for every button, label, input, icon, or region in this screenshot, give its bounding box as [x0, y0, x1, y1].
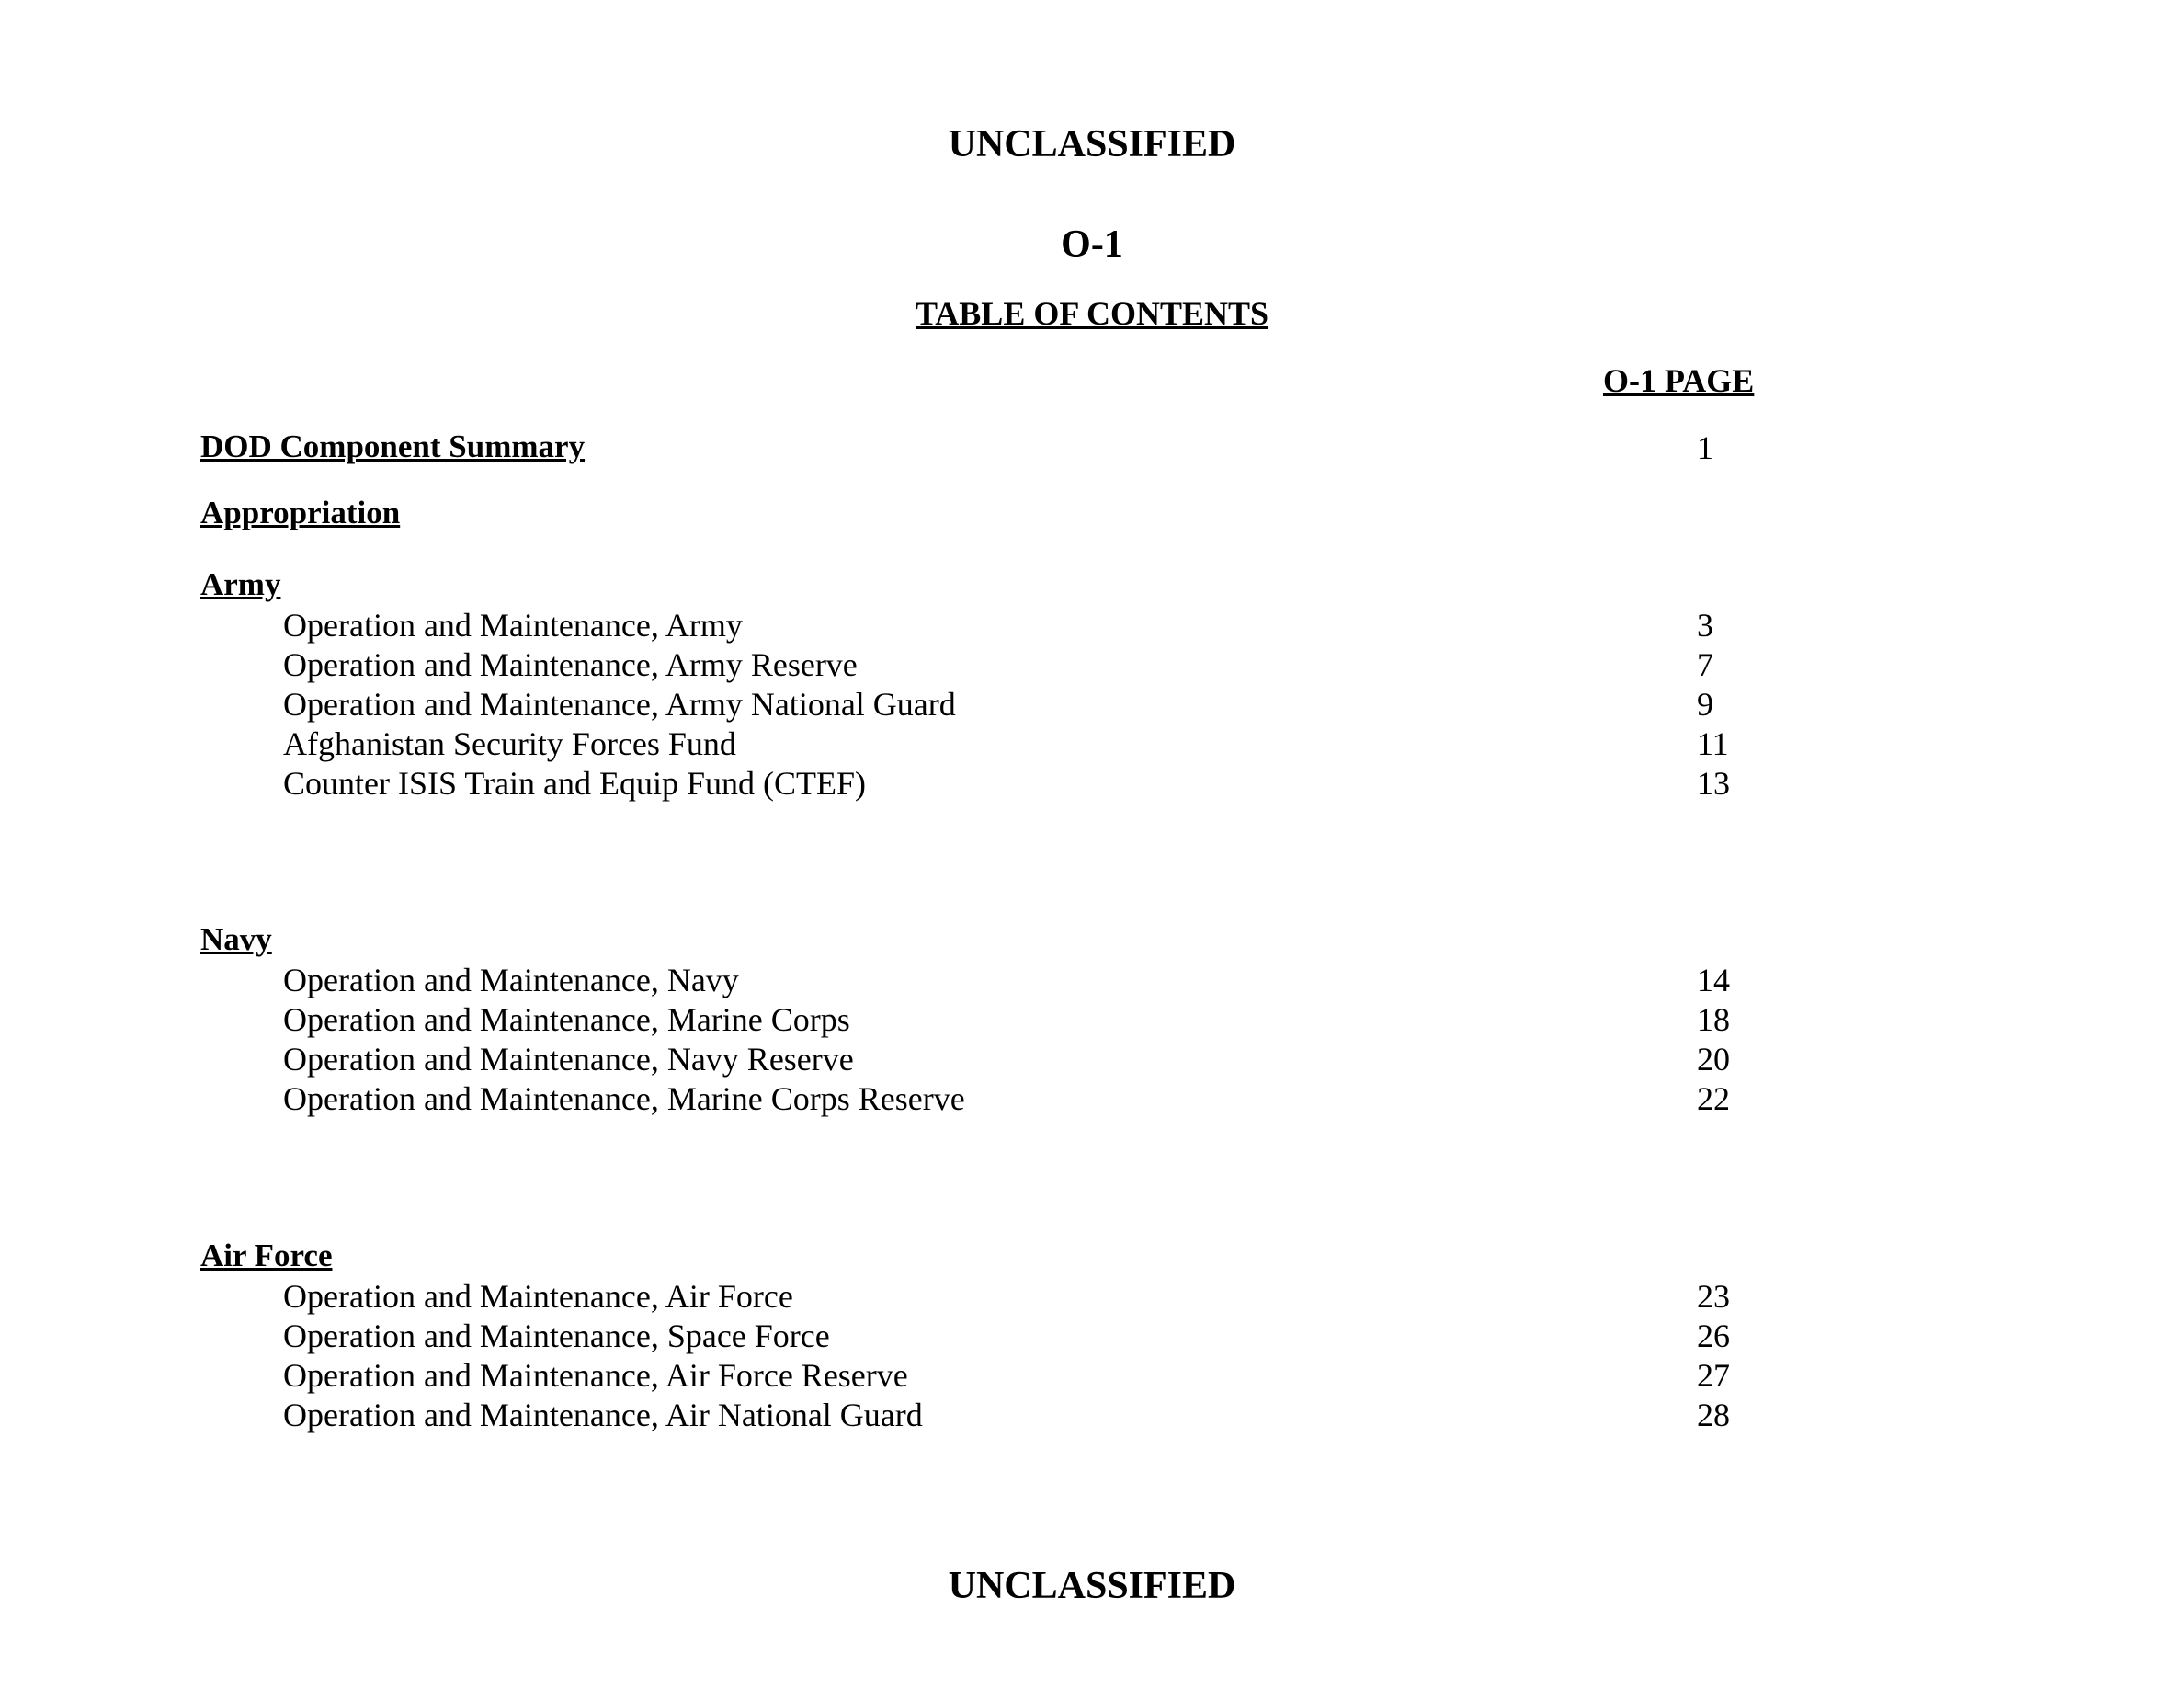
toc-entry[interactable]: Operation and Maintenance, Army [283, 607, 743, 644]
toc-entry[interactable]: Operation and Maintenance, Air Force Reserve [283, 1357, 908, 1394]
toc-entry[interactable]: Operation and Maintenance, Army National Guard [283, 686, 956, 723]
toc-page-number: 7 [1697, 646, 1713, 683]
toc-page-number: 3 [1697, 607, 1713, 644]
toc-page-number: 11 [1697, 725, 1729, 762]
bottom-classification-banner: UNCLASSIFIED [948, 1565, 1236, 1607]
page-column-header: O-1 PAGE [1603, 362, 1755, 399]
toc-entry[interactable]: Afghanistan Security Forces Fund [283, 725, 736, 762]
section-heading-army: Army [200, 566, 281, 602]
toc-page-number: 20 [1697, 1041, 1730, 1078]
top-classification-banner: UNCLASSIFIED [948, 123, 1236, 165]
toc-page-number: 27 [1697, 1357, 1730, 1394]
summary-page-number: 1 [1697, 429, 1713, 466]
toc-entry[interactable]: Operation and Maintenance, Marine Corps Reserve [283, 1080, 965, 1117]
toc-entry[interactable]: Counter ISIS Train and Equip Fund (CTEF) [283, 765, 867, 802]
toc-entry[interactable]: Operation and Maintenance, Army Reserve [283, 646, 858, 683]
toc-entry[interactable]: Operation and Maintenance, Space Force [283, 1317, 830, 1354]
toc-page-number: 13 [1697, 765, 1730, 802]
section-heading-air-force: Air Force [200, 1237, 333, 1273]
appropriation-heading: Appropriation [200, 495, 401, 530]
toc-entry[interactable]: Operation and Maintenance, Air Force [283, 1278, 793, 1315]
toc-page-number: 14 [1697, 962, 1730, 998]
toc-page-number: 28 [1697, 1397, 1730, 1433]
toc-entry[interactable]: Operation and Maintenance, Navy Reserve [283, 1041, 854, 1078]
toc-page-number: 18 [1697, 1001, 1730, 1038]
toc-title: TABLE OF CONTENTS [915, 295, 1269, 332]
summary-link[interactable]: DOD Component Summary [200, 428, 586, 464]
toc-entry[interactable]: Operation and Maintenance, Marine Corps [283, 1001, 850, 1038]
section-heading-navy: Navy [200, 921, 272, 957]
toc-entry[interactable]: Operation and Maintenance, Air National Guard [283, 1397, 923, 1433]
toc-page-number: 23 [1697, 1278, 1730, 1315]
document-id: O-1 [1061, 223, 1123, 266]
toc-page-number: 22 [1697, 1080, 1730, 1117]
toc-page-number: 9 [1697, 686, 1713, 723]
toc-page-number: 26 [1697, 1317, 1730, 1354]
toc-entry[interactable]: Operation and Maintenance, Navy [283, 962, 739, 998]
